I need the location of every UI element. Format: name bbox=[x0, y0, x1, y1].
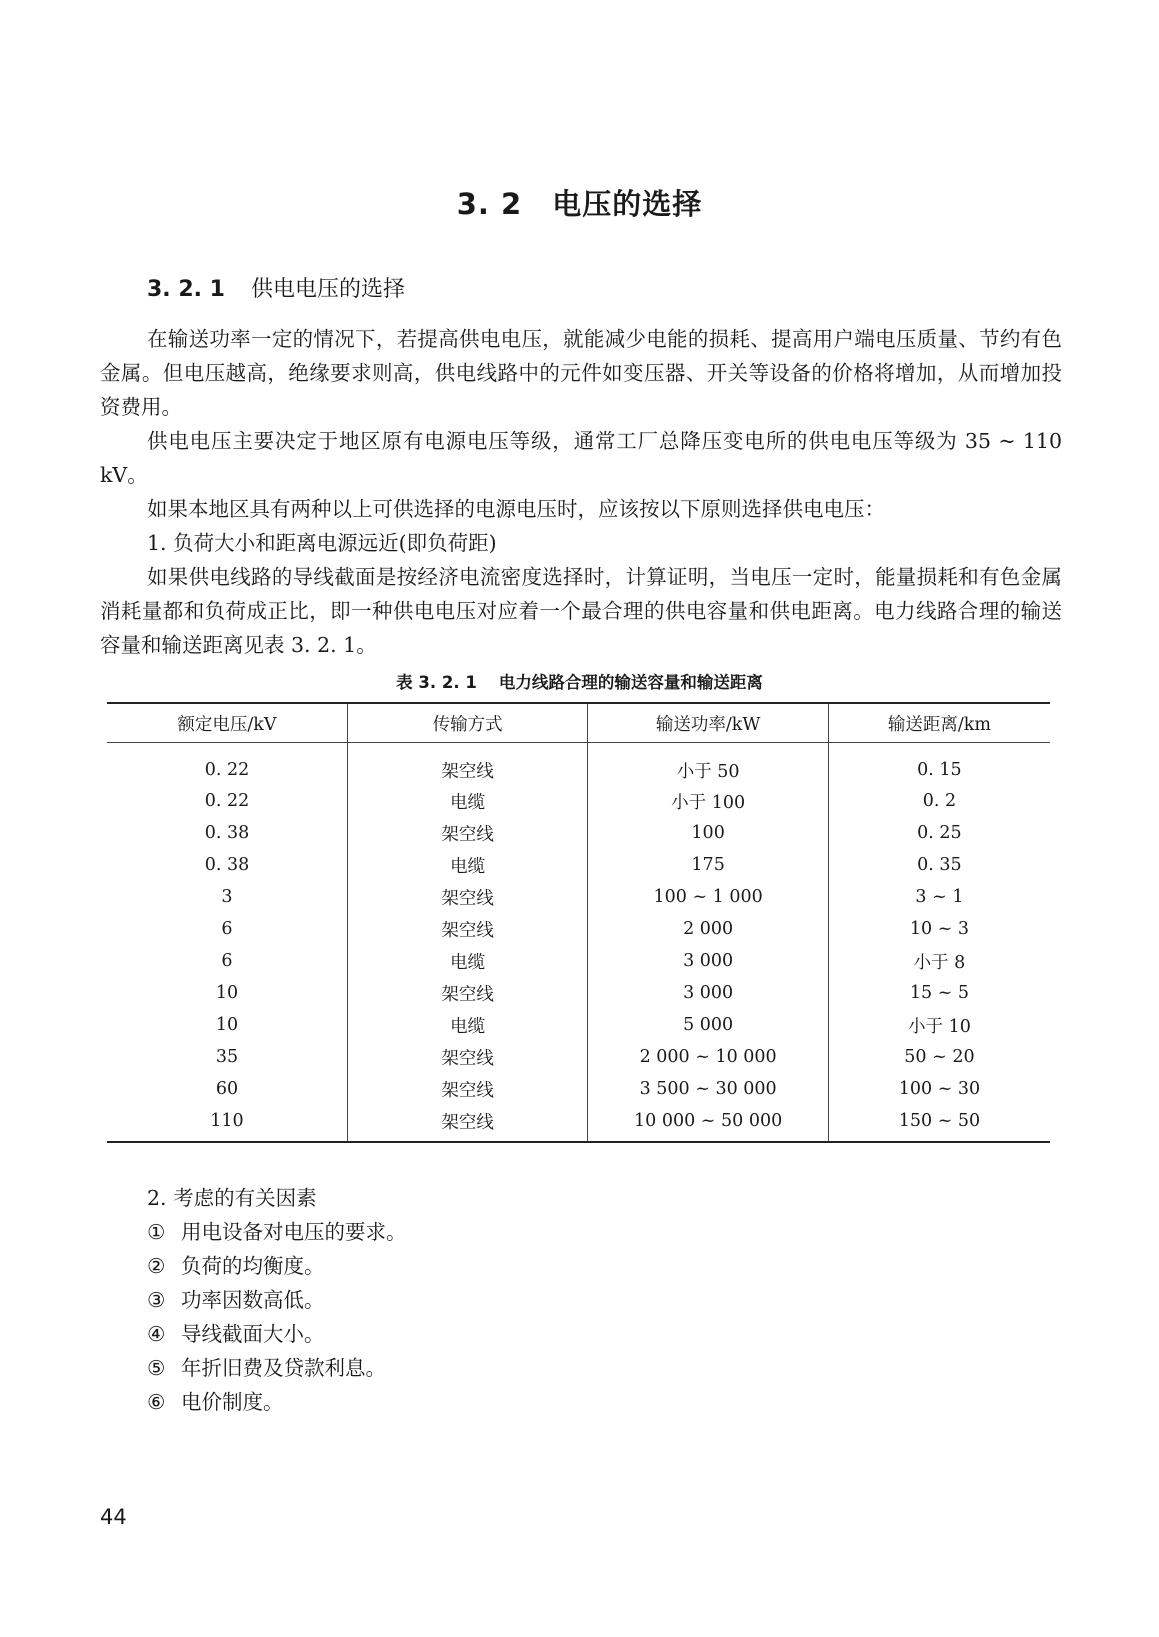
cell-distance: 10 ~ 3 bbox=[828, 913, 1050, 945]
cell-voltage: 6 bbox=[221, 919, 233, 939]
factor-marker: ⑥ bbox=[147, 1390, 166, 1414]
factor-text: 负荷的均衡度。 bbox=[181, 1254, 325, 1278]
cell-power: 3 000 bbox=[588, 945, 828, 977]
table-row bbox=[107, 977, 1050, 1009]
cell-transmission-mode: 架空线 bbox=[347, 977, 587, 1009]
factor-item bbox=[147, 1249, 325, 1283]
cell-power: 小于 100 bbox=[588, 785, 828, 817]
cell-voltage: 35 bbox=[215, 1047, 239, 1067]
cell-distance: 150 ~ 50 bbox=[828, 1105, 1050, 1142]
factor-item bbox=[147, 1215, 407, 1249]
cell-transmission-mode: 电缆 bbox=[347, 785, 587, 817]
section-title bbox=[0, 182, 1159, 223]
header-distance: 输送距离/km bbox=[828, 703, 1050, 743]
cell-power: 小于 50 bbox=[588, 743, 828, 786]
table-row bbox=[107, 913, 1050, 945]
cell-voltage: 0. 22 bbox=[204, 760, 250, 780]
cell-voltage: 0. 38 bbox=[204, 855, 250, 875]
factor-text: 用电设备对电压的要求。 bbox=[181, 1220, 407, 1244]
table-row bbox=[107, 1105, 1050, 1142]
table-row bbox=[107, 881, 1050, 913]
factor-text: 年折旧费及贷款利息。 bbox=[181, 1356, 386, 1380]
list-heading-1: 1. 负荷大小和距离电源远近(即负荷距) bbox=[147, 531, 497, 555]
cell-voltage: 60 bbox=[215, 1079, 239, 1099]
cell-voltage: 0. 22 bbox=[204, 791, 250, 811]
table-row bbox=[107, 849, 1050, 881]
factor-item bbox=[147, 1385, 284, 1419]
section-number: 3. 2 bbox=[456, 187, 523, 221]
cell-transmission-mode: 电缆 bbox=[347, 945, 587, 977]
cell-power: 3 000 bbox=[588, 977, 828, 1009]
factor-item bbox=[147, 1351, 386, 1385]
cell-power: 175 bbox=[588, 849, 828, 881]
table-row bbox=[107, 1041, 1050, 1073]
cell-voltage: 0. 38 bbox=[204, 823, 250, 843]
cell-transmission-mode: 架空线 bbox=[347, 1073, 587, 1105]
cell-distance: 100 ~ 30 bbox=[828, 1073, 1050, 1105]
factor-item bbox=[147, 1283, 325, 1317]
voltage-table bbox=[107, 702, 1050, 1143]
subsection-title-text: 供电电压的选择 bbox=[250, 277, 405, 302]
cell-transmission-mode: 电缆 bbox=[347, 849, 587, 881]
table-row bbox=[107, 743, 1050, 786]
cell-power: 100 bbox=[588, 817, 828, 849]
cell-power: 2 000 bbox=[588, 913, 828, 945]
cell-voltage: 3 bbox=[221, 887, 233, 907]
cell-distance: 0. 25 bbox=[828, 817, 1050, 849]
cell-distance: 15 ~ 5 bbox=[828, 977, 1050, 1009]
paragraph-2: 供电电压主要决定于地区原有电源电压等级，通常工厂总降压变电所的供电电压等级为 35 ~ 110 kV。 bbox=[100, 429, 1062, 487]
factor-text: 导线截面大小。 bbox=[181, 1322, 325, 1346]
cell-power: 100 ~ 1 000 bbox=[588, 881, 828, 913]
header-transmission-mode: 传输方式 bbox=[347, 703, 587, 743]
cell-power: 3 500 ~ 30 000 bbox=[588, 1073, 828, 1105]
cell-transmission-mode: 架空线 bbox=[347, 881, 587, 913]
cell-voltage: 10 bbox=[215, 1015, 239, 1035]
table-row bbox=[107, 945, 1050, 977]
table-caption bbox=[0, 669, 1159, 693]
header-voltage: 额定电压/kV bbox=[107, 703, 347, 743]
cell-voltage: 110 bbox=[107, 1105, 347, 1142]
table-caption-title: 电力线路合理的输送容量和输送距离 bbox=[498, 673, 763, 692]
cell-transmission-mode: 架空线 bbox=[347, 1041, 587, 1073]
cell-distance: 0. 2 bbox=[828, 785, 1050, 817]
factor-text: 电价制度。 bbox=[181, 1390, 284, 1414]
cell-transmission-mode: 架空线 bbox=[347, 743, 587, 786]
factor-marker: ② bbox=[147, 1254, 166, 1278]
cell-distance: 0. 15 bbox=[828, 743, 1050, 786]
cell-voltage: 6 bbox=[221, 951, 233, 971]
cell-distance: 小于 8 bbox=[828, 945, 1050, 977]
cell-distance: 3 ~ 1 bbox=[828, 881, 1050, 913]
cell-transmission-mode: 架空线 bbox=[347, 1105, 587, 1142]
factors-heading: 2. 考虑的有关因素 bbox=[147, 1186, 317, 1210]
table-row bbox=[107, 1009, 1050, 1041]
subsection-title bbox=[147, 272, 405, 303]
table-body bbox=[107, 743, 1050, 1143]
factor-marker: ⑤ bbox=[147, 1356, 166, 1380]
cell-distance: 0. 35 bbox=[828, 849, 1050, 881]
cell-power: 5 000 bbox=[588, 1009, 828, 1041]
section-title-text: 电压的选择 bbox=[552, 187, 703, 221]
page-number: 44 bbox=[100, 1505, 127, 1529]
factor-marker: ① bbox=[147, 1220, 166, 1244]
table-row bbox=[107, 785, 1050, 817]
cell-power: 10 000 ~ 50 000 bbox=[588, 1105, 828, 1142]
cell-distance: 小于 10 bbox=[828, 1009, 1050, 1041]
cell-transmission-mode: 电缆 bbox=[347, 1009, 587, 1041]
cell-transmission-mode: 架空线 bbox=[347, 913, 587, 945]
cell-power: 2 000 ~ 10 000 bbox=[588, 1041, 828, 1073]
table-header-row bbox=[107, 703, 1050, 743]
paragraph-3: 如果本地区具有两种以上可供选择的电源电压时，应该按以下原则选择供电电压： bbox=[147, 497, 885, 521]
table-row bbox=[107, 1073, 1050, 1105]
cell-voltage: 10 bbox=[215, 983, 239, 1003]
table-caption-number: 表 3. 2. 1 bbox=[396, 673, 477, 692]
cell-transmission-mode: 架空线 bbox=[347, 817, 587, 849]
factor-text: 功率因数高低。 bbox=[181, 1288, 325, 1312]
paragraph-1: 在输送功率一定的情况下，若提高供电电压，就能减少电能的损耗、提高用户端电压质量、节约有色金属。但电压越高，绝缘要求则高，供电线路中的元件如变压器、开关等设备的价格将增加，从而增加投资费用。 bbox=[100, 327, 1062, 419]
factor-marker: ④ bbox=[147, 1322, 166, 1346]
factor-item bbox=[147, 1317, 325, 1351]
subsection-number: 3. 2. 1 bbox=[147, 277, 225, 302]
cell-distance: 50 ~ 20 bbox=[828, 1041, 1050, 1073]
paragraph-4: 如果供电线路的导线截面是按经济电流密度选择时，计算证明，当电压一定时，能量损耗和有色金属消耗量都和负荷成正比，即一种供电电压对应着一个最合理的供电容量和供电距离。电力线路合理的输送容量和输送距离见表 3. 2. 1。 bbox=[100, 565, 1062, 657]
header-power: 输送功率/kW bbox=[588, 703, 828, 743]
table-row bbox=[107, 817, 1050, 849]
factor-marker: ③ bbox=[147, 1288, 166, 1312]
